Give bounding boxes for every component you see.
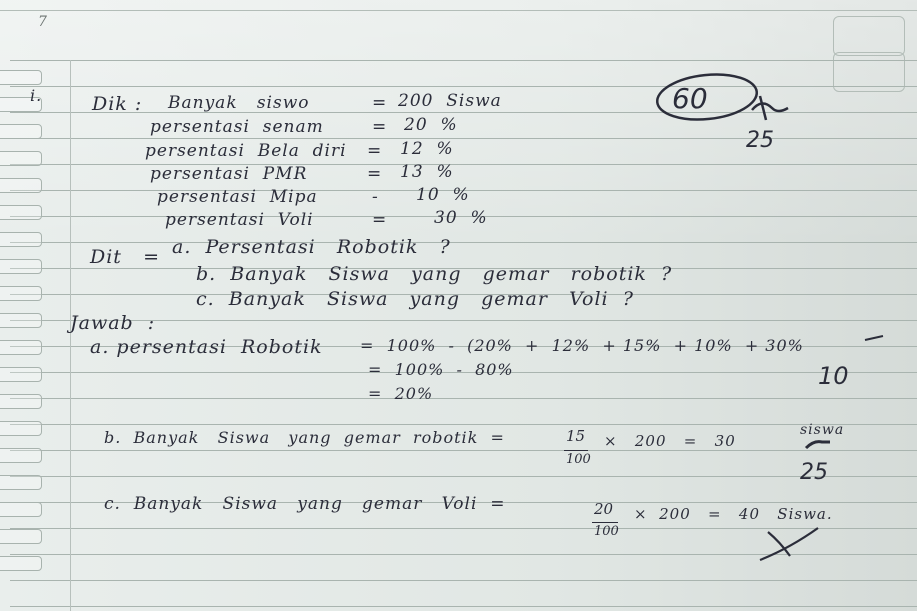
- diketahui-eq: =: [372, 117, 388, 137]
- question-bullet: i.: [30, 86, 43, 105]
- page-number: 7: [38, 14, 48, 30]
- jawab-label: Jawab :: [70, 312, 156, 334]
- diketahui-eq: =: [372, 210, 388, 230]
- answer-b-label: b. Banyak Siswa yang gemar robotik =: [104, 428, 505, 447]
- answer-c-label: c. Banyak Siswa yang gemar Voli =: [104, 494, 506, 514]
- answer-b-result: × 200 = 30: [604, 432, 736, 450]
- diketahui-value: 12 %: [400, 139, 454, 159]
- ditanya-item: b. Banyak Siswa yang gemar robotik ?: [196, 263, 673, 285]
- scribble-icon: [806, 442, 830, 448]
- diketahui-name: persentasi Mipa: [157, 187, 318, 207]
- diketahui-name: persentasi Voli: [165, 210, 314, 230]
- ditanya-label: Dit =: [90, 246, 160, 268]
- grader-check-icon: [760, 96, 766, 120]
- diketahui-eq: =: [367, 164, 383, 184]
- diketahui-eq: -: [372, 187, 379, 207]
- answer-b-numerator: 15: [566, 427, 586, 445]
- score-circle-icon: [655, 70, 759, 124]
- diketahui-value: 20 %: [404, 115, 458, 135]
- answer-a-line: = 100% - 80%: [368, 360, 514, 379]
- diketahui-value: 10 %: [416, 185, 470, 205]
- diketahui-name: Banyak siswo: [168, 93, 310, 113]
- diketahui-value: 200 Siswa: [398, 91, 502, 111]
- diketahui-name: persentasi PMR: [150, 164, 308, 184]
- answer-c-denominator: 100: [594, 524, 619, 539]
- diketahui-name: persentasi senam: [150, 117, 324, 137]
- answer-a-line: = 100% - (20% + 12% + 15% + 10% + 30%: [360, 336, 804, 355]
- answer-c-result: × 200 = 40 Siswa.: [634, 505, 833, 523]
- answer-a-line: = 20%: [368, 384, 434, 403]
- grader-score: 10: [818, 362, 849, 390]
- grader-score: 25: [800, 460, 828, 485]
- diketahui-value: 30 %: [434, 208, 488, 228]
- grader-score: 25: [746, 128, 774, 153]
- answer-b-denominator: 100: [566, 452, 591, 467]
- ditanya-item: c. Banyak Siswa yang gemar Voli ?: [196, 288, 634, 310]
- grader-check-icon: [752, 103, 788, 111]
- answer-b-unit: siswa: [800, 422, 845, 438]
- ditanya-item: a. Persentasi Robotik ?: [172, 236, 451, 258]
- diketahui-eq: =: [372, 93, 388, 113]
- diketahui-label: Dik :: [92, 93, 143, 115]
- answer-a-label: a. persentasi Robotik: [90, 336, 323, 358]
- diketahui-name: persentasi Bela diri: [145, 141, 347, 161]
- pen-stroke-icon: [865, 336, 883, 340]
- diketahui-eq: =: [367, 141, 383, 161]
- diketahui-value: 13 %: [400, 162, 454, 182]
- answer-c-numerator: 20: [594, 500, 614, 518]
- score-value: 60: [672, 82, 708, 115]
